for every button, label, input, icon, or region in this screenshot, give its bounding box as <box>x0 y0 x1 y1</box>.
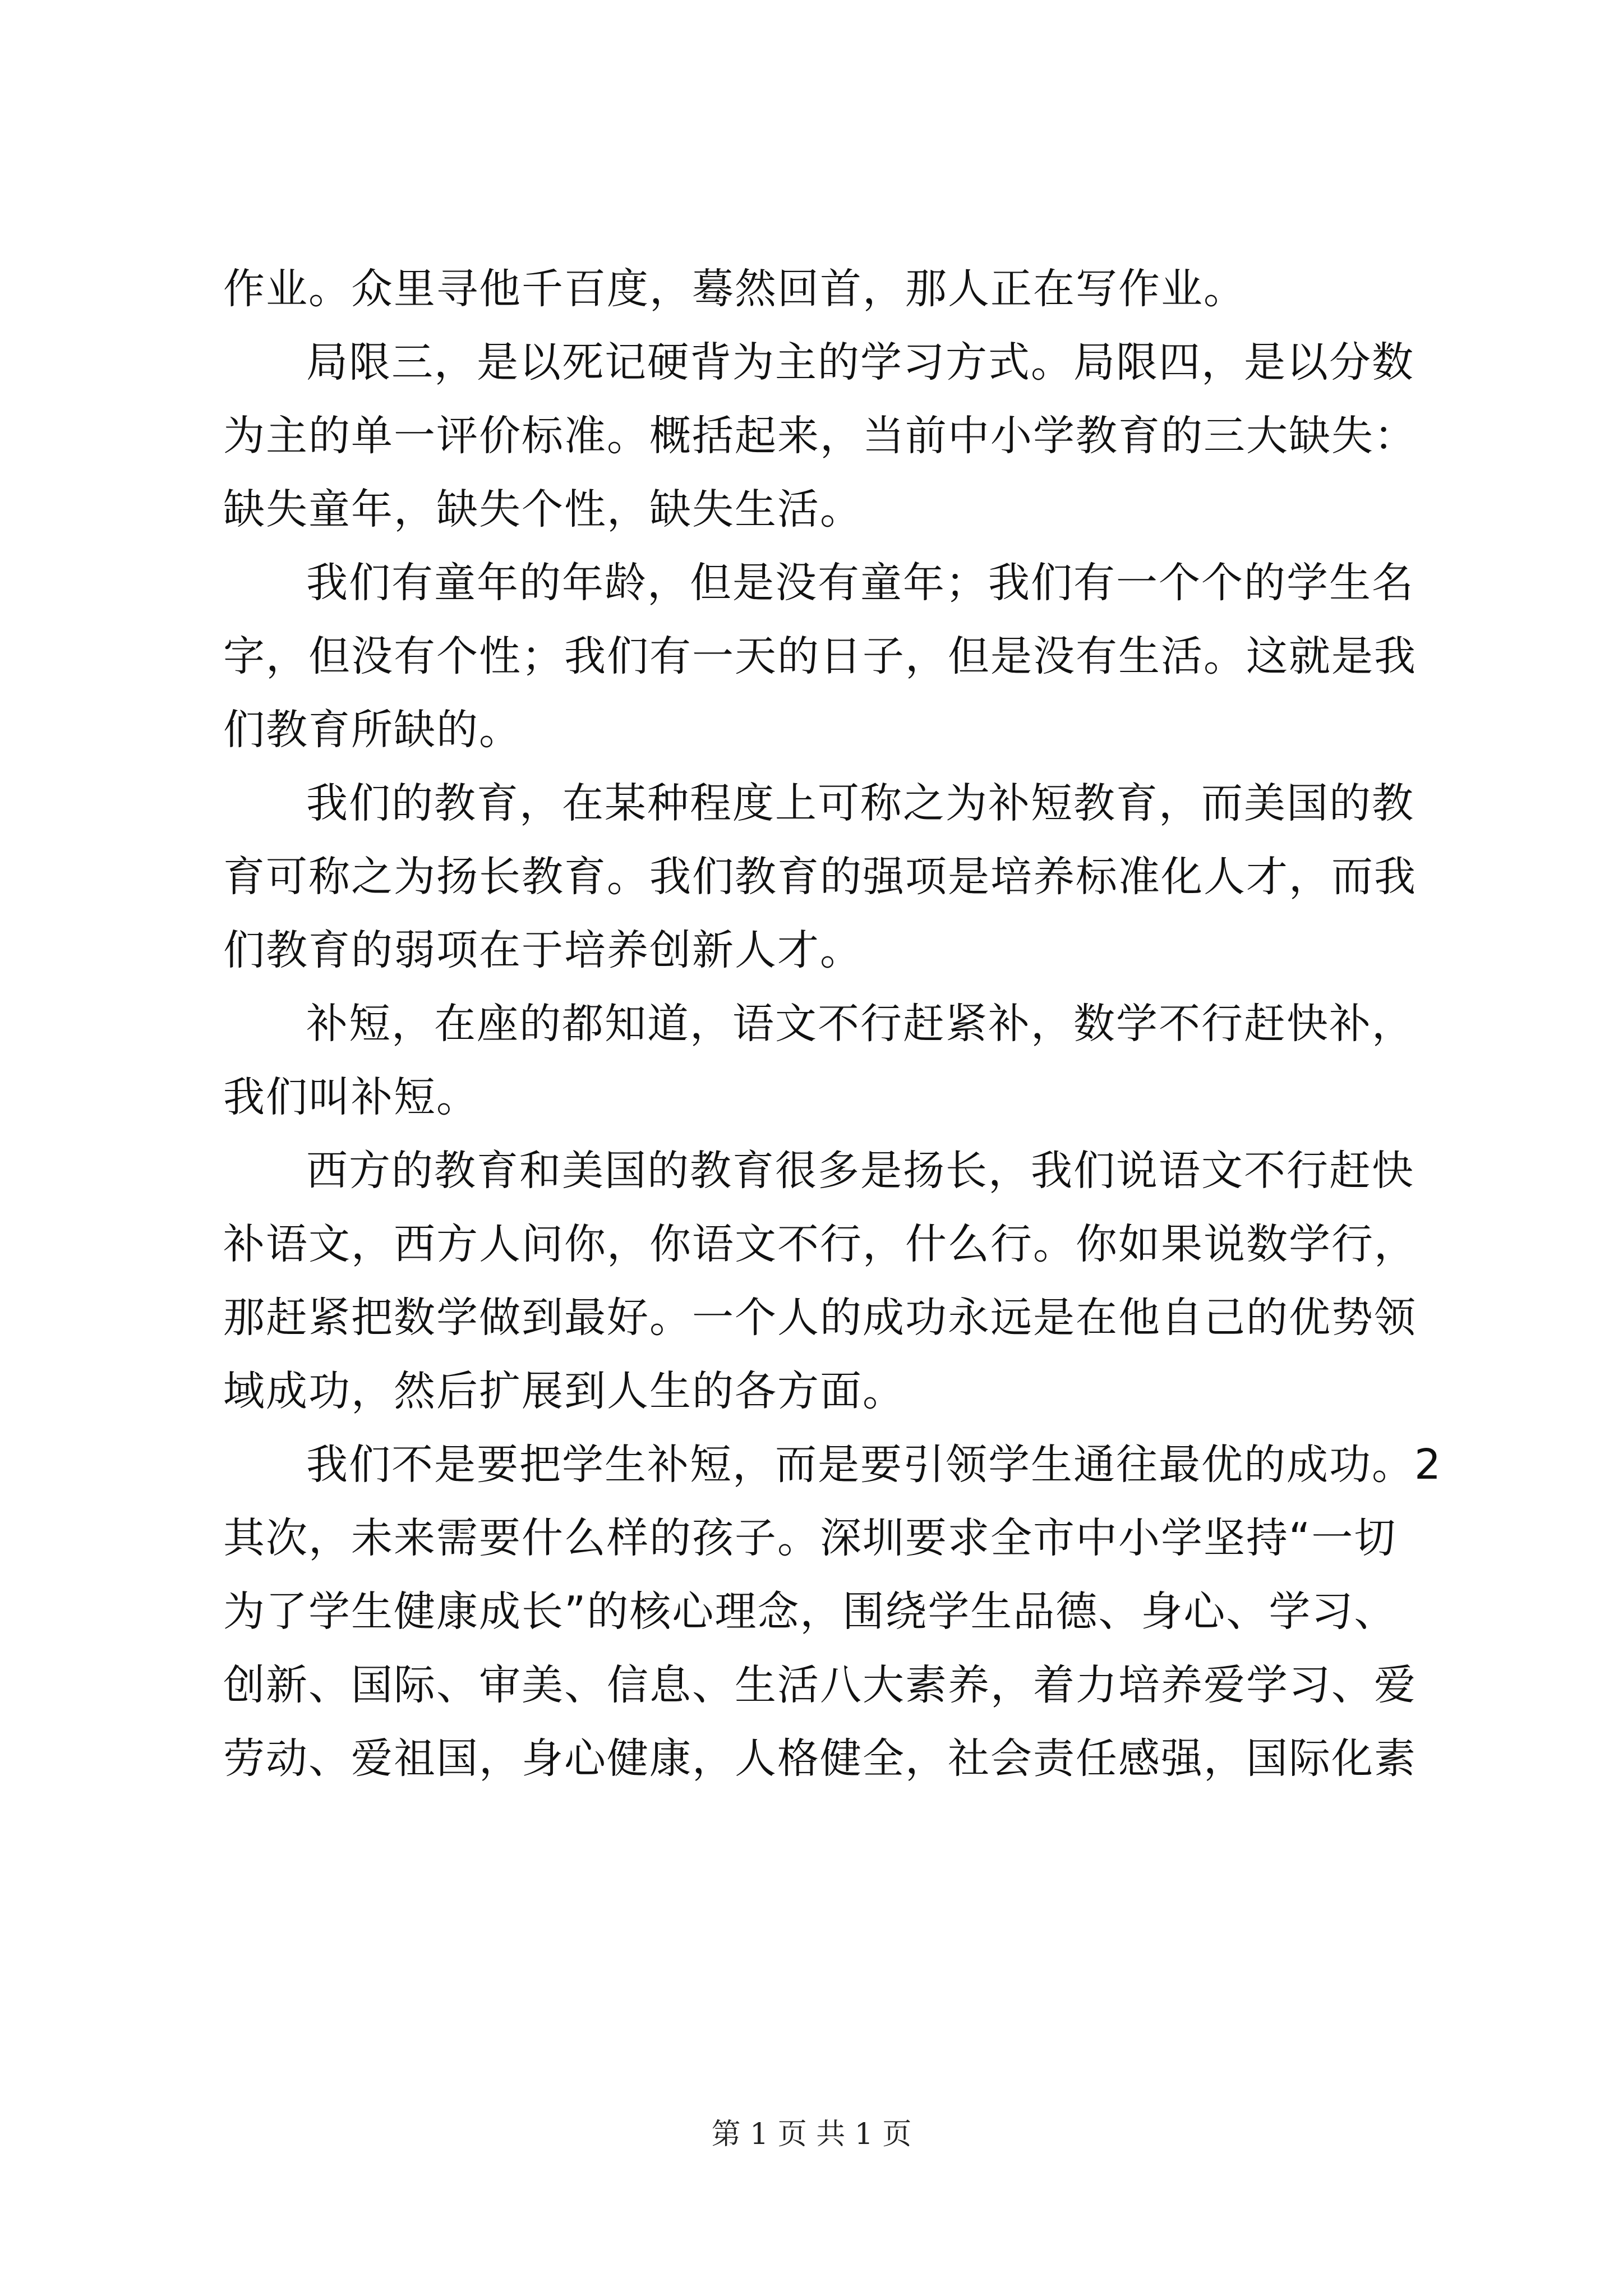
text-line: 创新、国际、审美、信息、生活八大素养，着力培养爱学习、爱 <box>223 1661 1417 1709</box>
text-line: 们教育的弱项在于培养创新人才。 <box>223 926 863 974</box>
text-line: 那赶紧把数学做到最好。一个人的成功永远是在他自己的优势领 <box>223 1294 1417 1342</box>
text-line: 我们的教育，在某种程度上可称之为补短教育，而美国的教 <box>306 779 1414 827</box>
body-text <box>223 252 1457 1796</box>
text-line: 作业。众里寻他千百度，蓦然回首，那人正在写作业。 <box>223 265 1246 313</box>
text-line: 育可称之为扬长教育。我们教育的强项是培养标准化人才，而我 <box>223 853 1417 901</box>
text-line: 我们叫补短。 <box>223 1073 479 1121</box>
text-line: 我们不是要把学生补短，而是要引领学生通往最优的成功。2 <box>306 1441 1442 1489</box>
text-line: 局限三，是以死记硬背为主的学习方式。局限四，是以分数 <box>306 338 1414 386</box>
text-line: 缺失童年，缺失个性，缺失生活。 <box>223 485 863 533</box>
text-line: 劳动、爱祖国，身心健康，人格健全，社会责任感强，国际化素 <box>223 1734 1417 1783</box>
page-number-footer: 第 1 页 共 1 页 <box>711 2118 912 2151</box>
text-line: 补语文，西方人问你，你语文不行，什么行。你如果说数学行， <box>223 1220 1417 1268</box>
text-line: 为了学生健康成长”的核心理念，围绕学生品德、身心、学习、 <box>223 1588 1397 1636</box>
text-line: 域成功，然后扩展到人生的各方面。 <box>223 1367 905 1415</box>
text-line: 我们有童年的年龄，但是没有童年；我们有一个个的学生名 <box>306 559 1414 607</box>
text-line: 补短，在座的都知道，语文不行赶紧补，数学不行赶快补， <box>306 1000 1414 1048</box>
text-line: 为主的单一评价标准。概括起来，当前中小学教育的三大缺失： <box>223 412 1417 460</box>
text-line: 字，但没有个性；我们有一天的日子，但是没有生活。这就是我 <box>223 632 1417 680</box>
text-line: 西方的教育和美国的教育很多是扬长，我们说语文不行赶快 <box>306 1147 1414 1195</box>
text-line: 其次，未来需要什么样的孩子。深圳要求全市中小学坚持“一切 <box>223 1514 1397 1562</box>
text-line: 们教育所缺的。 <box>223 706 522 754</box>
